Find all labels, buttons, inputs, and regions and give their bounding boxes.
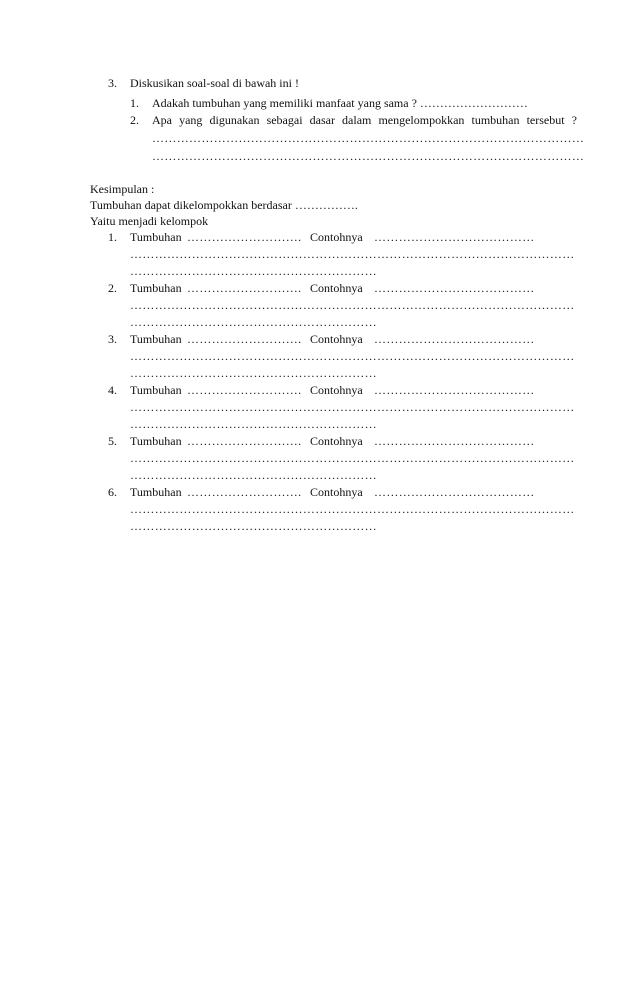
- question-2-text: [152, 113, 577, 127]
- item-label: Tumbuhan: [130, 230, 182, 244]
- item-continuation-line: ……………………………………………………: [130, 468, 377, 482]
- question-1-text: Adakah tumbuhan yang memiliki manfaat yang sama ? ………………………: [152, 96, 528, 110]
- conclusion-line-1: Tumbuhan dapat dikelompokkan berdasar …………….: [90, 198, 358, 212]
- item-blank: ……………………….: [187, 332, 302, 346]
- item-blank: ……………………….: [187, 281, 302, 295]
- item-continuation-line: ……………………………………………………: [130, 366, 377, 380]
- item-continuation-line: ……………………………………………………: [130, 315, 377, 329]
- item-example-blank: …………………………………: [374, 332, 535, 346]
- item-number: 6.: [108, 485, 117, 499]
- item-number: 2.: [108, 281, 117, 295]
- word: digunakan: [209, 113, 260, 127]
- word: dasar: [309, 113, 335, 127]
- item-continuation-line: ……………………………………………………: [130, 417, 377, 431]
- item-continuation-line: ……………………………………………………: [130, 264, 377, 278]
- item-label: Tumbuhan: [130, 434, 182, 448]
- item-number: 1.: [108, 230, 117, 244]
- item-example-label: Contohnya: [310, 281, 363, 295]
- word: yang: [179, 113, 203, 127]
- item-example-blank: …………………………………: [374, 383, 535, 397]
- item-label: Tumbuhan: [130, 281, 182, 295]
- word: mengelompokkan: [378, 113, 465, 127]
- section-heading: Diskusikan soal-soal di bawah ini !: [130, 76, 299, 90]
- question-2-number: 2.: [130, 113, 139, 127]
- item-label: Tumbuhan: [130, 485, 182, 499]
- item-number: 4.: [108, 383, 117, 397]
- item-example-blank: …………………………………: [374, 281, 535, 295]
- section-number: 3.: [108, 76, 117, 90]
- word: dalam: [342, 113, 372, 127]
- item-example-blank: …………………………………: [374, 230, 535, 244]
- item-continuation-line: ………………………………………………………………………………………………: [130, 298, 575, 312]
- conclusion-line-2: Yaitu menjadi kelompok: [90, 214, 209, 228]
- word: ?: [571, 113, 577, 127]
- word: Apa: [152, 113, 172, 127]
- item-label: Tumbuhan: [130, 383, 182, 397]
- item-blank: ……………………….: [187, 230, 302, 244]
- item-example-blank: …………………………………: [374, 485, 535, 499]
- item-example-label: Contohnya: [310, 383, 363, 397]
- conclusion-title: Kesimpulan :: [90, 182, 155, 196]
- question-1-number: 1.: [130, 96, 139, 110]
- item-blank: ……………………….: [187, 434, 302, 448]
- item-example-label: Contohnya: [310, 230, 363, 244]
- word: tumbuhan: [471, 113, 520, 127]
- item-continuation-line: ………………………………………………………………………………………………: [130, 247, 575, 261]
- item-example-label: Contohnya: [310, 485, 363, 499]
- word: tersebut: [526, 113, 565, 127]
- item-number: 3.: [108, 332, 117, 346]
- item-continuation-line: ……………………………………………………: [130, 519, 377, 533]
- item-continuation-line: ………………………………………………………………………………………………: [130, 400, 575, 414]
- item-number: 5.: [108, 434, 117, 448]
- item-continuation-line: ………………………………………………………………………………………………: [130, 502, 575, 516]
- item-label: Tumbuhan: [130, 332, 182, 346]
- item-blank: ……………………….: [187, 485, 302, 499]
- item-example-label: Contohnya: [310, 434, 363, 448]
- answer-line: ……………………………………………………………………………………………: [152, 149, 585, 163]
- word: sebagai: [266, 113, 303, 127]
- item-example-label: Contohnya: [310, 332, 363, 346]
- item-continuation-line: ………………………………………………………………………………………………: [130, 349, 575, 363]
- item-continuation-line: ………………………………………………………………………………………………: [130, 451, 575, 465]
- answer-line: ……………………………………………………………………………………………: [152, 131, 585, 145]
- item-example-blank: …………………………………: [374, 434, 535, 448]
- item-blank: ……………………….: [187, 383, 302, 397]
